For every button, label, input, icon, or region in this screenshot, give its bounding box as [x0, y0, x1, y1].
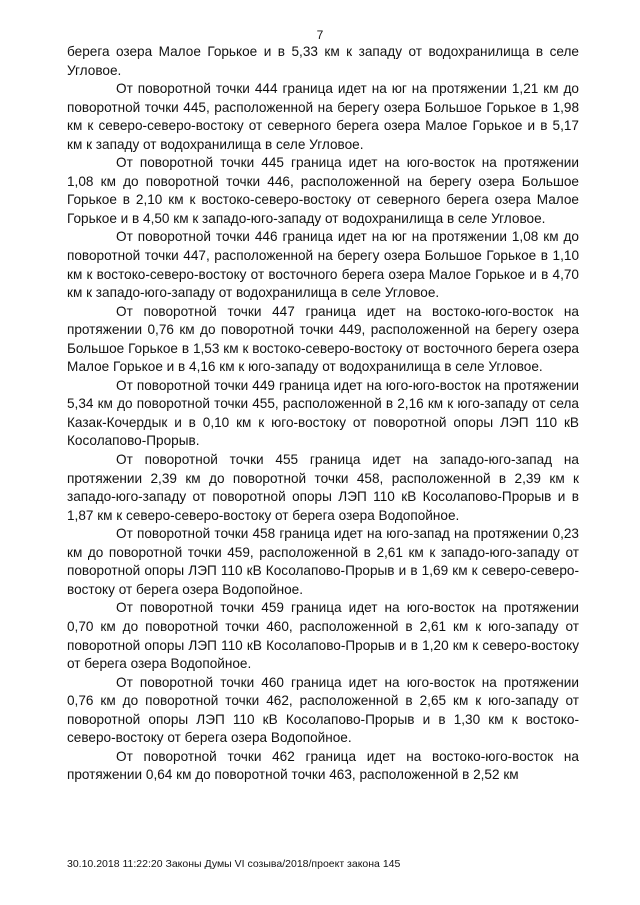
- page-footer: 30.10.2018 11:22:20 Законы Думы VI созыва/2018/проект закона 145: [67, 858, 401, 870]
- paragraph-point-446: От поворотной точки 446 граница идет на юг на протяжении 1,08 км до поворотной точки 447, расположенной на берегу озера Большое Горькое в 1,10 км к востоко-северо-востоку от восточного берега озера Малое Горькое и в 4,70 км к западо-юго-западу от водохранилища в селе Угловое.: [67, 229, 579, 301]
- paragraph-point-460: От поворотной точки 460 граница идет на юго-восток на протяжении 0,76 км до поворотной точки 462, расположенной в 2,65 км к юго-западу от поворотной опоры ЛЭП 110 кВ Косолапово-Прорыв и в 1,30 км к востоко-северо-востоку от берега озера Водопойное.: [67, 674, 579, 746]
- page-number: 7: [316, 28, 324, 42]
- paragraph-point-459: От поворотной точки 459 граница идет на юго-восток на протяжении 0,70 км до поворотной точки 460, расположенной в 2,61 км к юго-западу от поворотной опоры ЛЭП 110 кВ Косолапово-Прорыв и в 1,20 км к северо-востоку от берега озера Водопойное.: [67, 600, 579, 672]
- paragraph-point-447: От поворотной точки 447 граница идет на востоко-юго-восток на протяжении 0,76 км до поворотной точки 449, расположенной на берегу озера Большое Горькое в 1,53 км к востоко-северо-востоку от восточного берега озера Малое Горькое и в 4,16 км к юго-западу от водохранилища в селе Угловое.: [67, 303, 579, 375]
- document-body: [67, 43, 579, 785]
- paragraph-point-449: От поворотной точки 449 граница идет на юго-юго-восток на протяжении 5,34 км до поворотной точки 455, расположенной в 2,16 км к юго-западу от села Казак-Кочердык и в 0,10 км к юго-востоку от поворотной опоры ЛЭП 110 кВ Косолапово-Прорыв.: [67, 377, 579, 449]
- paragraph-point-455: От поворотной точки 455 граница идет на западо-юго-запад на протяжении 2,39 км до поворотной точки 458, расположенной в 2,39 км к западо-юго-западу от поворотной опоры ЛЭП 110 кВ Косолапово-Прорыв и в 1,87 км к северо-северо-востоку от берега озера Водопойное.: [67, 452, 579, 523]
- paragraph-point-458: От поворотной точки 458 граница идет на юго-запад на протяжении 0,23 км до поворотной точки 459, расположенной в 2,61 км к западо-юго-западу от поворотной опоры ЛЭП 110 кВ Косолапово-Прорыв и в 1,69 км к северо-северо-востоку от берега озера Водопойное.: [67, 526, 579, 597]
- paragraph-point-462: От поворотной точки 462 граница идет на востоко-юго-восток на протяжении 0,64 км до поворотной точки 463, расположенной в 2,52 км: [67, 748, 579, 783]
- paragraph-continuation: берега озера Малое Горькое и в 5,33 км к западу от водохранилища в селе Угловое.: [67, 44, 579, 78]
- paragraph-point-445: От поворотной точки 445 граница идет на юго-восток на протяжении 1,08 км до поворотной точки 446, расположенной на берегу озера Большое Горькое в 2,10 км к востоко-северо-востоку от северного берега озера Малое Горькое и в 4,50 км к западо-юго-западу от водохранилища в селе Угловое.: [67, 155, 579, 226]
- paragraph-point-444: От поворотной точки 444 граница идет на юг на протяжении 1,21 км до поворотной точки 445, расположенной на берегу озера Большое Горькое в 1,98 км к северо-северо-востоку от северного берега озера Малое Горькое и в 5,17 км к западу от водохранилища в селе Угловое.: [67, 81, 579, 152]
